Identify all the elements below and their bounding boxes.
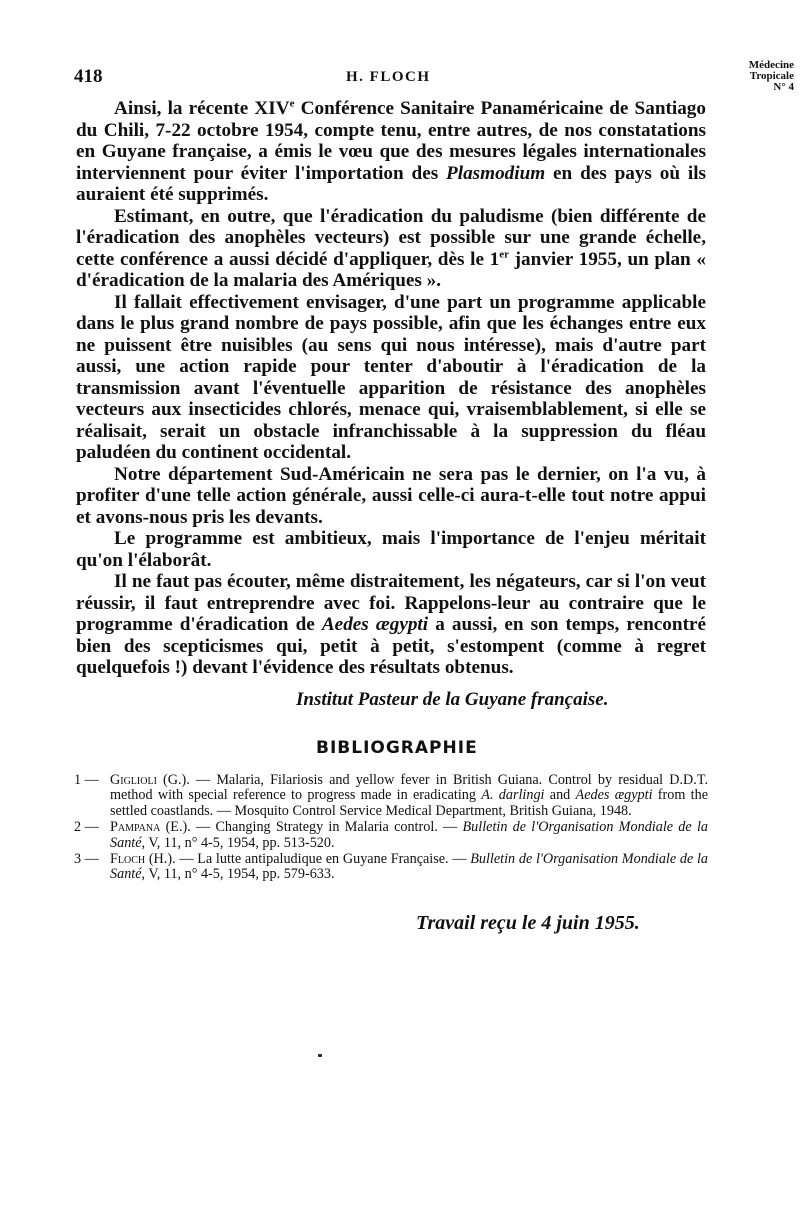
reference-item: 1 — Giglioli (G.). — Malaria, Filariosis and yellow fever in British Guiana. Control by residual D.D.T. method with special reference to progress made in eradicating A. darlingi and Aedes ægypti from the settled coastlands. — Mosquito Control Service Medical Department, British Guiana, 1948. [74,772,709,819]
reference-number: 3 — [74,851,99,868]
reference-author: Pampana (E.). [110,819,191,836]
paragraph: Estimant, en outre, que l'éradication du paludisme (bien différente de l'éradication des anophèles vecteurs) est possible sur une grande échelle, cette conférence a aussi décidé d'appliquer, dès le 1er janvier 1955, un plan « d'éradication de la malaria des Amériques ». [76,205,706,291]
received-date: Travail reçu le 4 juin 1955. [416,912,640,934]
journal-mark-line: Tropicale [749,70,794,82]
page-number: 418 [74,66,103,87]
bibliography-title: BIBLIOGRAPHIE [316,738,478,758]
paragraph: Il fallait effectivement envisager, d'une part un programme applicable dans le plus grand nombre de pays possible, afin que les échanges entre eux ne puissent être nuisibles (au sens qui nous intéresse), mais d'autre part aussi, une action rapide pour tenter d'aboutir à l'éradication de la transmission avant l'éventuelle apparition de résistance des anophèles vecteurs aux insecticides chlorés, menace qui, vraisemblablement, si elle se réalisait, serait un obstacle infranchissable à la suppression du fléau paludéen du continent occidental. [76,291,706,463]
page-header [74,59,800,96]
paragraph: Notre département Sud-Américain ne sera pas le dernier, on l'a vu, à profiter d'une telle action générale, aussi celle-ci aura-t-elle tout notre appui et avons-nous pris les devants. [76,463,706,528]
journal-mark-line: Médecine [748,59,794,71]
bibliography-list [74,773,708,884]
reference-number: 2 — [74,819,99,836]
print-speck [318,1054,322,1057]
body-text [76,98,706,679]
reference-author: Giglioli (G.). [110,772,190,788]
running-head: H. FLOCH [346,69,431,85]
journal-mark [749,60,794,93]
reference-item: 3 — Floch (H.). — La lutte antipaludique en Guyane Française. — Bulletin de l'Organisation Mondiale de la Santé, V, 11, n° 4-5, 1954, pp. 579-633. [74,851,709,883]
reference-number: 1 — [74,772,99,788]
reference-author: Floch (H.). [110,851,176,868]
paragraph: Ainsi, la récente XIVe Conférence Sanitaire Panaméricaine de Santiago du Chili, 7-22 octobre 1954, compte tenu, entre autres, de nos constatations en Guyane française, a émis le vœu que des mesures légales internationales interviennent pour éviter l'importation des Plasmodium en des pays où ils auraient été supprimés. [76,97,706,205]
paragraph: Il ne faut pas écouter, même distraitement, les négateurs, car si l'on veut réussir, il faut entreprendre avec foi. Rappelons-leur au contraire que le programme d'éradication de Aedes ægypti a aussi, en son temps, rencontré bien des scepticismes qui, petit à petit, s'estompent (comme à regret quelquefois !) devant l'évidence des résultats obtenus. [76,571,706,678]
signature: Institut Pasteur de la Guyane française. [296,689,609,710]
reference-item: 2 — Pampana (E.). — Changing Strategy in Malaria control. — Bulletin de l'Organisation Mondiale de la Santé, V, 11, n° 4-5, 1954, pp. 513-520. [74,819,708,851]
journal-mark-line: N° 4 [773,81,794,93]
paragraph: Le programme est ambitieux, mais l'importance de l'enjeu méritait qu'on l'élaborât. [76,528,706,571]
